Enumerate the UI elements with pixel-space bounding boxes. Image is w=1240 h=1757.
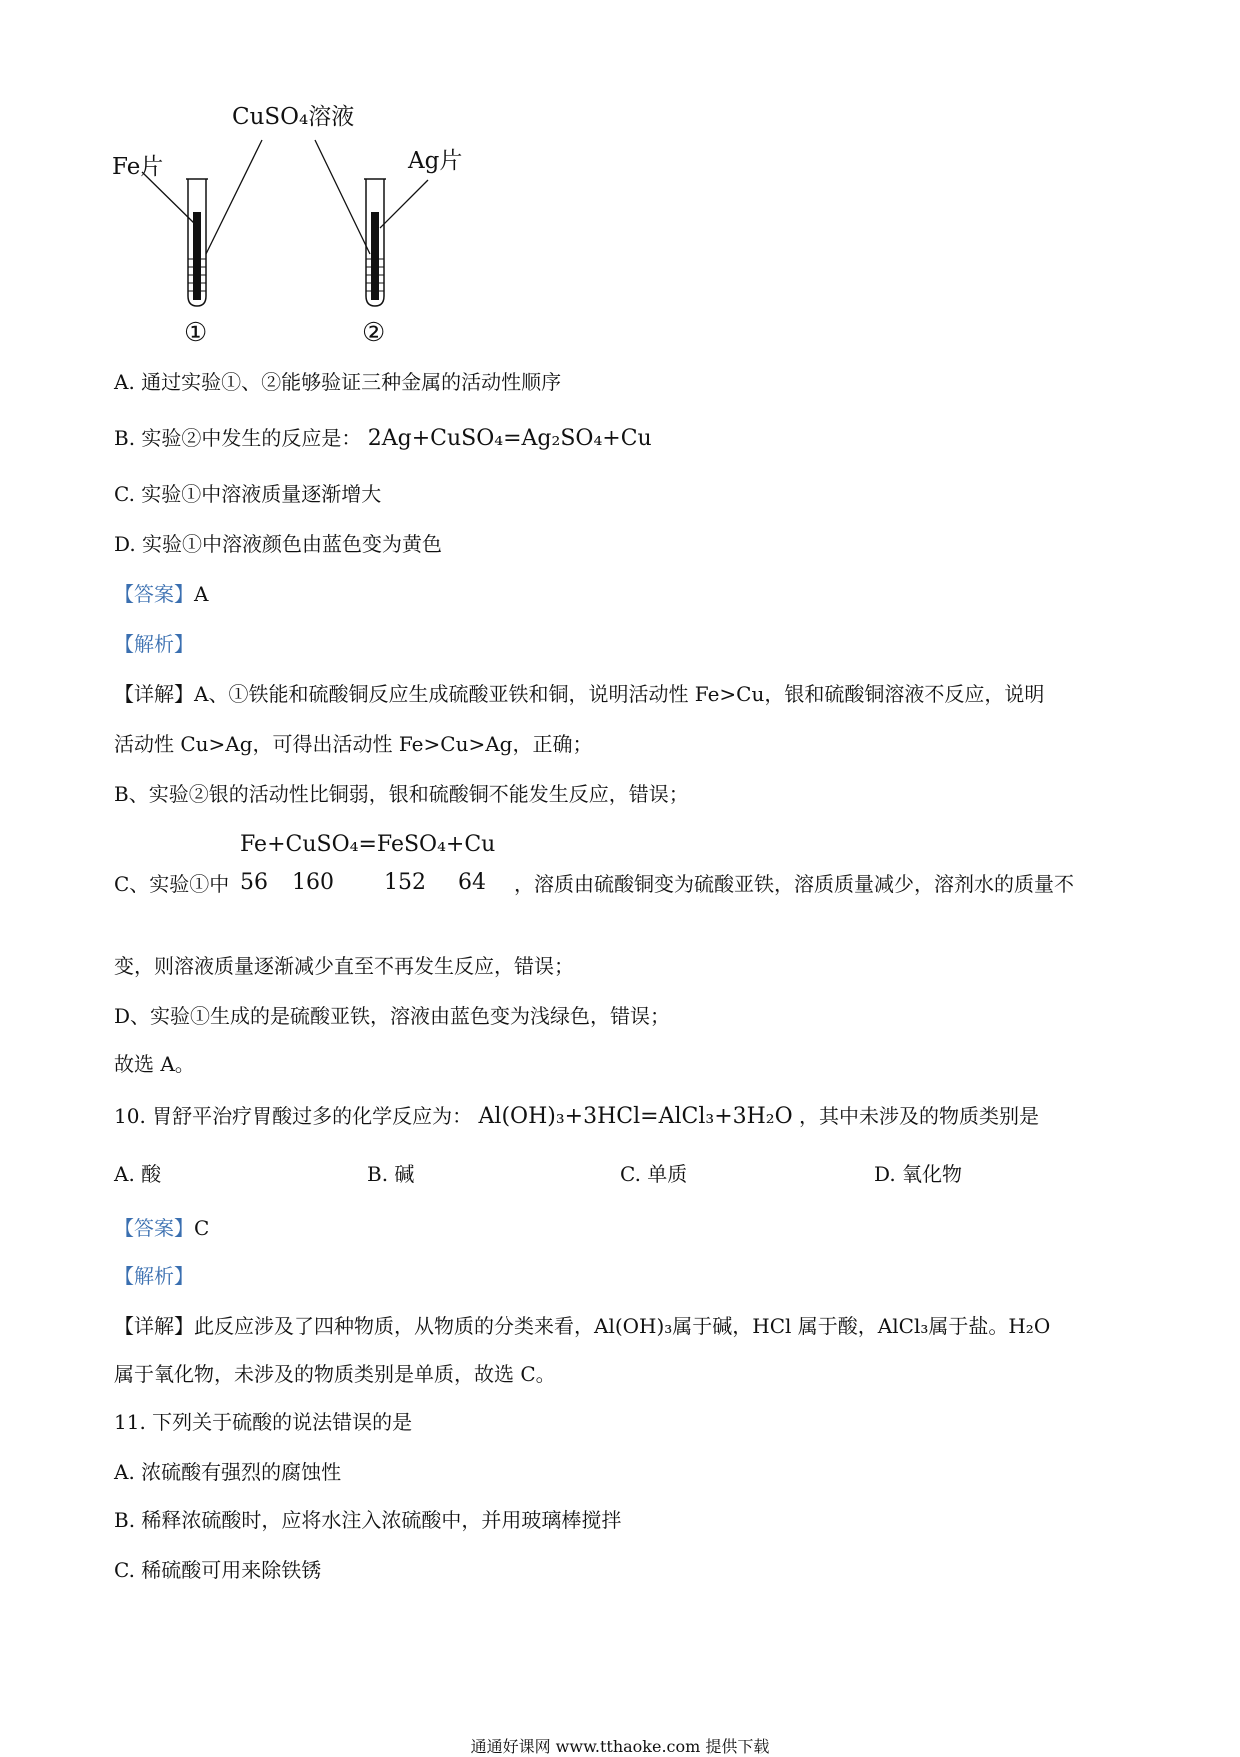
q9-detail-c-prefix: C、实验①中 <box>114 872 230 896</box>
q10-answer <box>114 1218 209 1238</box>
answer-value: C <box>194 1216 210 1240</box>
q10-detail-line2: 属于氧化物，未涉及的物质类别是单质，故选 C。 <box>114 1362 556 1386</box>
detail-text: 此反应涉及了四种物质，从物质的分类来看，Al(OH)₃属于碱，HCl 属于酸，AlCl₃属于盐。H₂O <box>194 1314 1051 1338</box>
test-tube-2 <box>364 179 386 306</box>
cuso4-solution-label: CuSO₄溶液 <box>232 104 355 130</box>
answer-value: A <box>194 582 209 606</box>
q9-option-d: D. 实验①中溶液颜色由蓝色变为黄色 <box>114 532 443 556</box>
mass-cuso4: 160 <box>292 870 334 895</box>
tube-2-mark: ② <box>362 318 386 348</box>
q10-stem <box>114 1106 1039 1128</box>
q9-detail-a-line2: 活动性 Cu>Ag，可得出活动性 Fe>Cu>Ag，正确； <box>114 732 593 756</box>
equation-fe-cuso4: Fe+CuSO₄=FeSO₄+Cu <box>240 832 496 857</box>
q10-option-b: B. 碱 <box>367 1162 415 1186</box>
ag-plate-label: Ag片 <box>408 148 463 174</box>
page-footer: 通通好课网 www.tthaoke.com 提供下载 <box>470 1737 770 1756</box>
test-tube-1 <box>186 179 208 306</box>
fe-plate-label: Fe片 <box>112 154 164 180</box>
q11-option-b: B. 稀释浓硫酸时，应将水注入浓硫酸中，并用玻璃棒搅拌 <box>114 1508 622 1532</box>
q9-option-b-text: B. 实验②中发生的反应是： <box>114 426 362 450</box>
q9-detail-a-line1 <box>114 684 1044 704</box>
mass-feso4: 152 <box>384 870 426 895</box>
q9-option-b-equation: 2Ag+CuSO₄=Ag₂SO₄+Cu <box>367 426 652 451</box>
q11-option-c: C. 稀硫酸可用来除铁锈 <box>114 1558 322 1582</box>
q10-detail-line1 <box>114 1316 1050 1336</box>
tube-1-mark: ① <box>184 318 208 348</box>
q10-stem-equation: Al(OH)₃+3HCl=AlCl₃+3H₂O <box>478 1104 793 1129</box>
q10-stem-prefix: 10. 胃舒平治疗胃酸过多的化学反应为： <box>114 1104 473 1128</box>
mass-cu: 64 <box>458 870 486 895</box>
q9-conclusion: 故选 A。 <box>114 1052 195 1076</box>
q9-option-b <box>114 428 652 450</box>
detail-label: 【详解】 <box>114 1314 194 1338</box>
answer-label: 【答案】 <box>114 1216 194 1240</box>
answer-label: 【答案】 <box>114 582 194 606</box>
mass-fe: 56 <box>240 870 268 895</box>
q10-stem-suffix: ，其中未涉及的物质类别是 <box>799 1104 1040 1128</box>
q10-option-d: D. 氧化物 <box>874 1162 963 1186</box>
q9-detail-d: D、实验①生成的是硫酸亚铁，溶液由蓝色变为浅绿色，错误； <box>114 1004 671 1028</box>
q9-analysis-label: 【解析】 <box>114 632 194 656</box>
detail-a-text: A、①铁能和硫酸铜反应生成硫酸亚铁和铜，说明活动性 Fe>Cu，银和硫酸铜溶液不反应，说明 <box>194 682 1045 706</box>
q9-option-a: A. 通过实验①、②能够验证三种金属的活动性顺序 <box>114 370 562 394</box>
test-tubes-drawing <box>0 0 1240 360</box>
q9-detail-c-suffix: ，溶质由硫酸铜变为硫酸亚铁，溶质质量减少，溶剂水的质量不 <box>514 872 1074 896</box>
q9-detail-c-line2: 变，则溶液质量逐渐减少直至不再发生反应，错误； <box>114 954 574 978</box>
q10-analysis-label: 【解析】 <box>114 1264 194 1288</box>
q9-option-c: C. 实验①中溶液质量逐渐增大 <box>114 482 382 506</box>
q11-option-a: A. 浓硫酸有强烈的腐蚀性 <box>114 1460 342 1484</box>
q10-option-a: A. 酸 <box>114 1162 162 1186</box>
q10-option-c: C. 单质 <box>620 1162 688 1186</box>
q11-stem: 11. 下列关于硫酸的说法错误的是 <box>114 1410 413 1434</box>
detail-label: 【详解】 <box>114 682 194 706</box>
q9-answer <box>114 584 208 604</box>
q9-detail-b: B、实验②银的活动性比铜弱，银和硫酸铜不能发生反应，错误； <box>114 782 689 806</box>
